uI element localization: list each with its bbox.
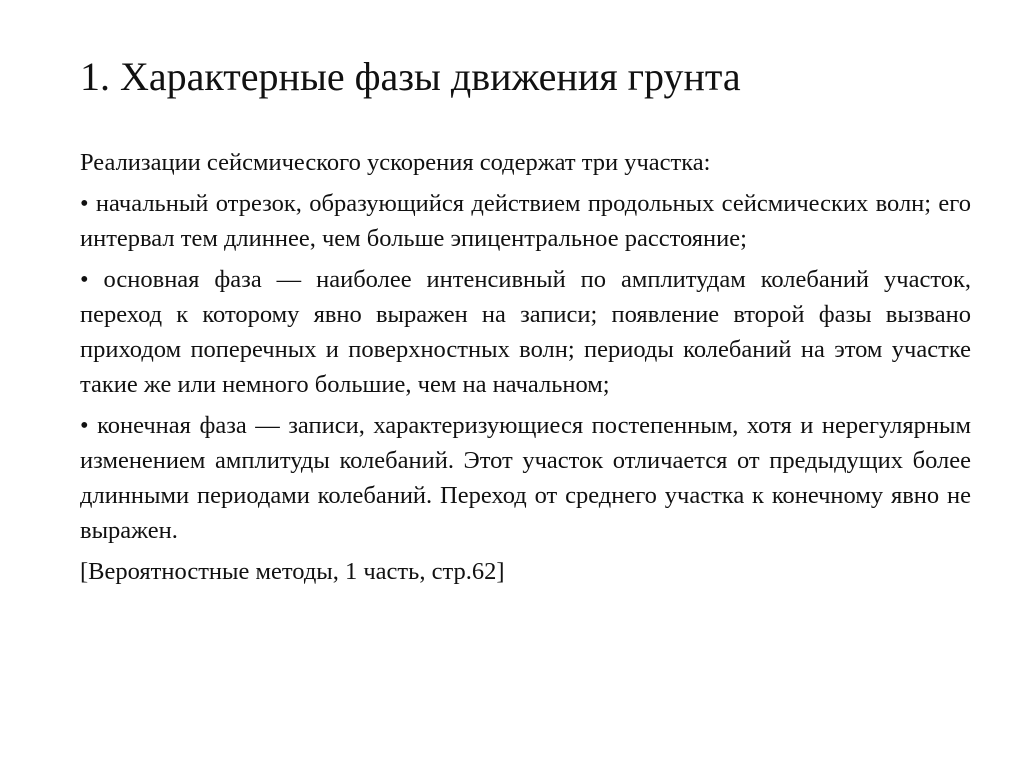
bullet-main-phase: • основная фаза — наиболее интенсивный по амплитудам колебаний участок, переход к которому явно выражен на записи; появление второй фазы вызвано приходом поперечных и поверхностных волн; периоды колебаний на этом участке такие же или немного большие, чем на начальном; [80, 266, 971, 398]
slide-body [80, 145, 971, 595]
source-citation: [Вероятностные методы, 1 часть, стр.62] [80, 558, 505, 585]
bullet-final-phase: • конечная фаза — записи, характеризующиеся постепенным, хотя и нерегулярным изменением амплитуды колебаний. Этот участок отличается от предыдущих более длинными периодами колебаний. Переход от среднего участка к конечному явно не выражен. [80, 412, 971, 544]
bullet-initial-segment: • начальный отрезок, образующийся действием продольных сейсмических волн; его интервал тем длиннее, чем больше эпицентральное расстояние; [80, 190, 971, 252]
slide-title: 1. Характерные фазы движения грунта [80, 54, 741, 99]
intro-paragraph: Реализации сейсмического ускорения содержат три участка: [80, 149, 711, 176]
